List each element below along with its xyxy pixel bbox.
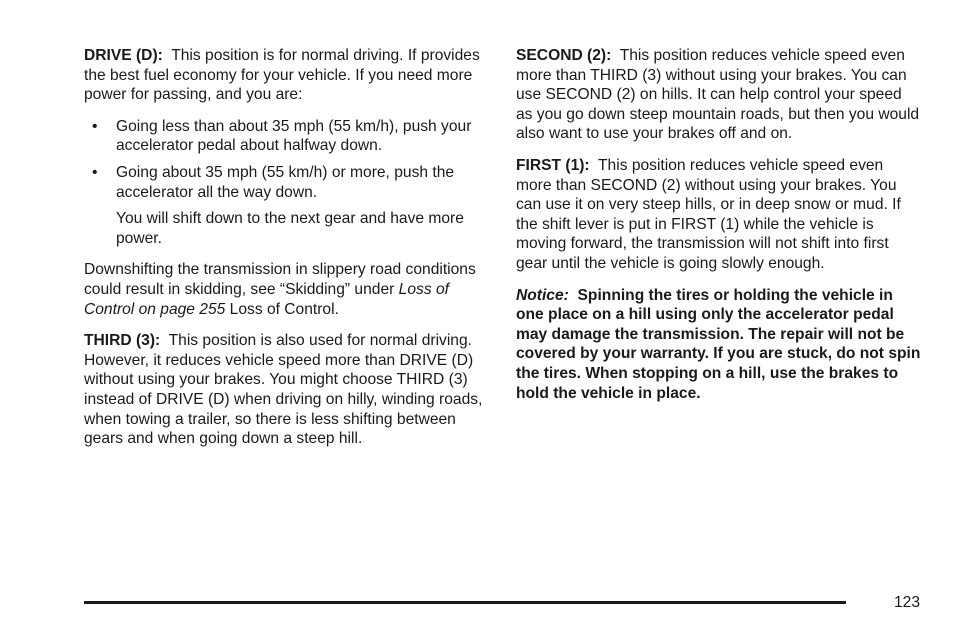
first-body: This position reduces vehicle speed even more than SECOND (2) without using your brakes. You can use it on very steep hills, or in deep snow or mud. If the shift lever is put in FIRST (1) while the vehicle is moving forward, the transmission will not shift into first gear until the vehicle is going slowly enough. <box>516 156 901 272</box>
downshift-text: Downshifting the transmission in slippery road conditions could result in skidding, see “Skidding” under <box>84 261 476 298</box>
shift-note: You will shift down to the next gear and have more power. <box>116 210 464 247</box>
notice-body: Spinning the tires or holding the vehicle in one place on a hill using only the accelerator pedal may damage the transmission. The repair will not be covered by your warranty. If you are stuck, do not spin the tires. When stopping on a hill, use the brakes to hold the vehicle in place. <box>516 286 921 402</box>
first-heading: FIRST (1): <box>516 156 590 174</box>
drive-paragraph <box>84 46 489 105</box>
third-body: This position is also used for normal driving. However, it reduces vehicle speed more than DRIVE (D) without using your brakes. You might choose THIRD (3) instead of DRIVE (D) when driving on hilly, winding roads, when towing a trailer, so there is less shifting between gears and when going down a steep hill. <box>84 332 483 448</box>
bullet-item <box>84 117 489 156</box>
bullet-text: Going less than about 35 mph (55 km/h), push your accelerator pedal about halfway down. <box>116 117 472 155</box>
bullet-item <box>84 163 489 202</box>
drive-body: This position is for normal driving. If provides the best fuel economy for your vehicle. If you need more power for passing, and you are: <box>84 47 480 104</box>
second-body: This position reduces vehicle speed even more than THIRD (3) without using your brakes. You can use SECOND (2) on hills. It can help control your speed as you go down steep mountain roads, but then you would also want to use your brakes off and on. <box>516 47 920 143</box>
downshift-reference: Loss of Control on page 255 <box>84 280 449 318</box>
right-column <box>516 46 921 415</box>
notice-paragraph <box>516 286 921 404</box>
footer-rule <box>84 601 846 604</box>
third-paragraph <box>84 331 489 449</box>
second-heading: SECOND (2): <box>516 47 612 64</box>
drive-heading: DRIVE (D): <box>84 47 163 64</box>
bullet-icon: • <box>92 117 98 135</box>
left-column <box>84 46 489 461</box>
third-heading: THIRD (3): <box>84 332 161 350</box>
bullet-text: Going about 35 mph (55 km/h) or more, push the accelerator all the way down. <box>116 163 455 201</box>
downshift-text-end: Loss of Control. <box>229 300 339 318</box>
second-paragraph <box>516 46 921 144</box>
downshift-paragraph <box>84 260 489 319</box>
first-paragraph <box>516 156 921 274</box>
notice-label: Notice: <box>516 286 569 304</box>
page-number: 123 <box>893 594 920 611</box>
bullet-icon: • <box>92 163 98 181</box>
